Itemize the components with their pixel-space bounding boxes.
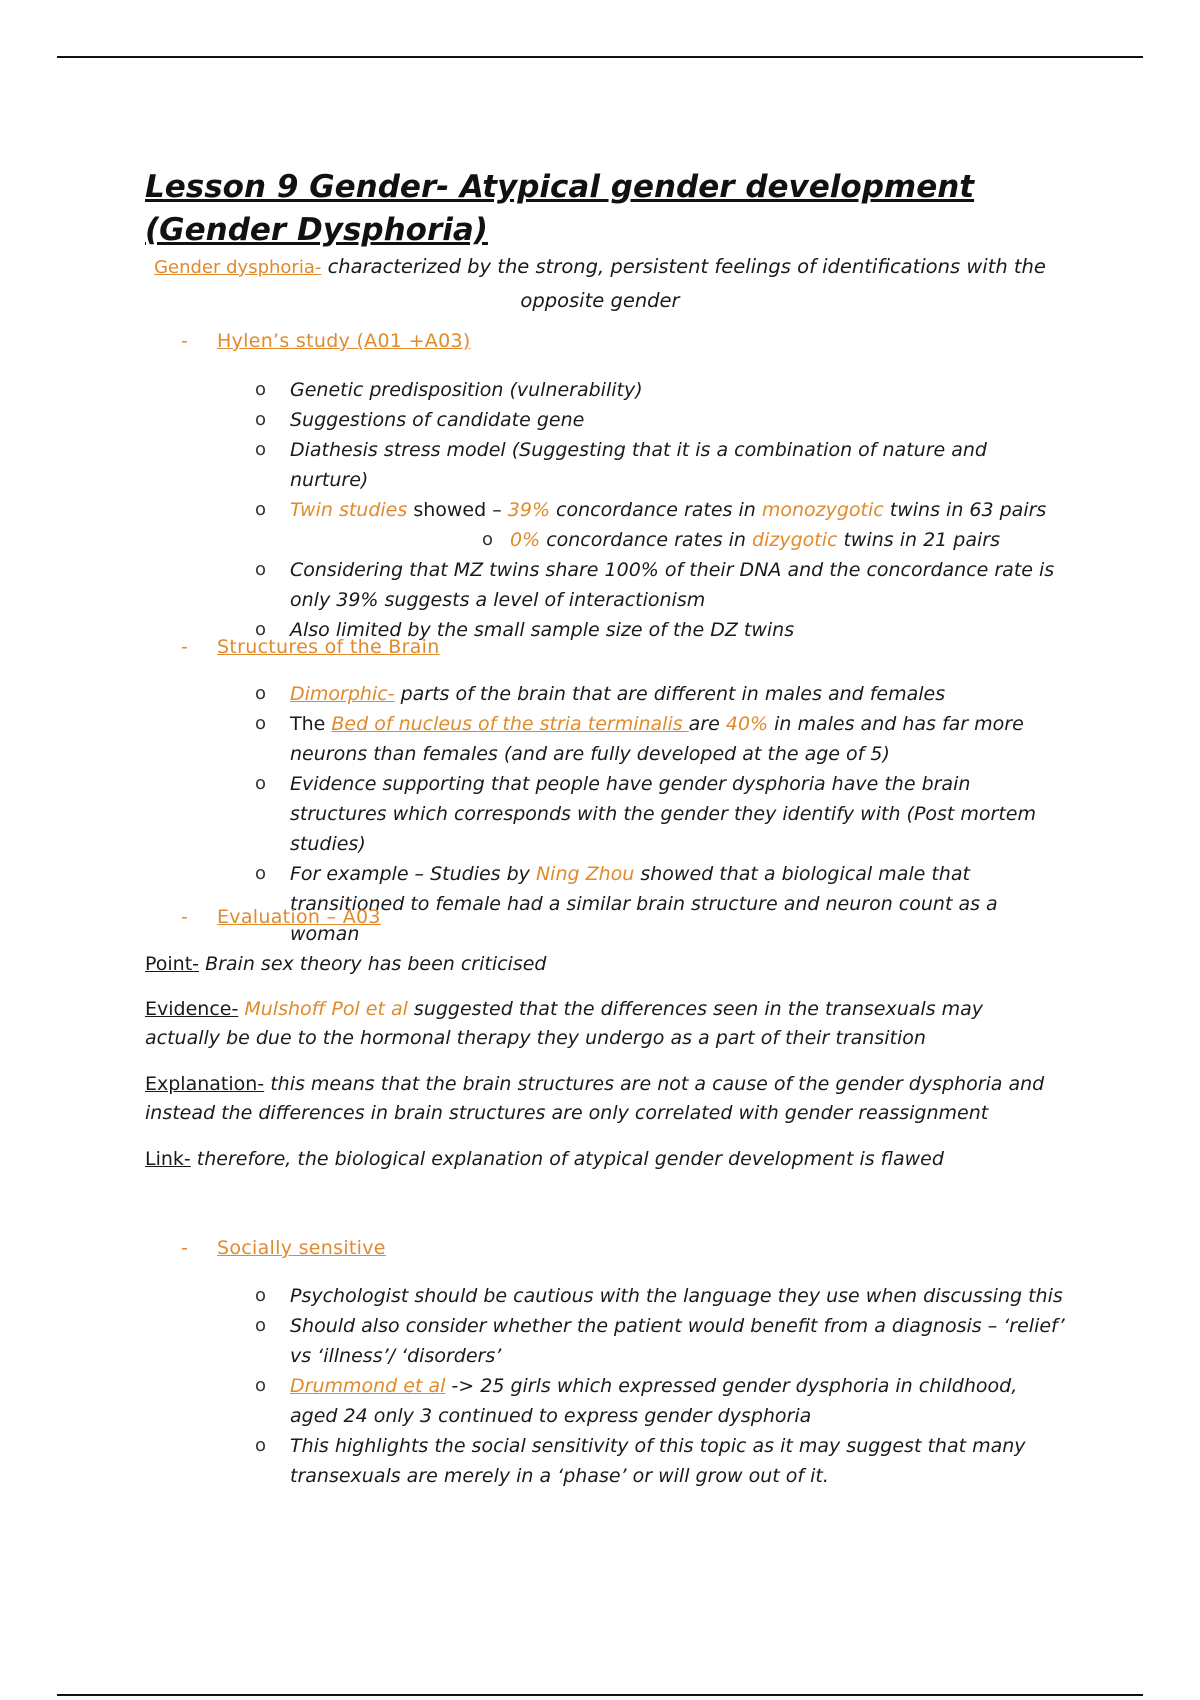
list-item: o Suggestions of candidate gene <box>250 405 1070 435</box>
top-rule <box>57 56 1143 58</box>
hylen-list <box>250 375 1070 645</box>
circle-bullet-icon: o <box>255 773 267 794</box>
list-item: o Psychologist should be cautious with the language they use when discussing this <box>250 1281 1070 1311</box>
list-item: o This highlights the social sensitivity of this topic as it may suggest that many transexuals are merely in a ‘phase’ or will grow out of it. <box>250 1431 1070 1491</box>
section-heading-social: - Socially sensitive <box>181 1237 386 1259</box>
circle-bullet-icon: o <box>255 499 267 520</box>
circle-bullet-icon: o <box>255 559 267 580</box>
page-title: Lesson 9 Gender- Atypical gender development (Gender Dysphoria) <box>145 169 975 248</box>
circle-bullet-icon: o <box>255 619 267 640</box>
list-item-bed-nucleus: o The Bed of nucleus of the stria terminalis are 40% in males and has far more neurons than females (and are fully developed at the age of 5) <box>250 709 1070 769</box>
circle-bullet-icon: o <box>255 379 267 400</box>
social-list <box>250 1281 1070 1491</box>
list-item: o Genetic predisposition (vulnerability) <box>250 375 1070 405</box>
circle-bullet-icon: o <box>255 1315 267 1336</box>
circle-bullet-icon: o <box>255 1285 267 1306</box>
eval-point: Point- Brain sex theory has been criticised <box>145 953 547 975</box>
term-gender-dysphoria: Gender dysphoria- <box>154 257 322 278</box>
definition-text: characterized by the strong, persistent feelings of identifications with the opposite gender <box>321 255 1046 312</box>
circle-bullet-icon: o <box>255 439 267 460</box>
circle-bullet-icon: o <box>255 863 267 884</box>
circle-bullet-icon: o <box>255 1375 267 1396</box>
bottom-rule <box>57 1694 1143 1696</box>
list-item: o Diathesis stress model (Suggesting that it is a combination of nature and nurture) <box>250 435 1070 495</box>
list-item-dimorphic: o Dimorphic- parts of the brain that are different in males and females <box>250 679 1070 709</box>
circle-bullet-icon: o <box>482 529 494 550</box>
list-item: o Also limited by the small sample size of the DZ twins <box>250 615 1070 645</box>
circle-bullet-icon: o <box>255 409 267 430</box>
list-item-ning-zhou: o For example – Studies by Ning Zhou showed that a biological male that transitioned to female had a similar brain structure and neuron count as a woman <box>250 859 1070 949</box>
circle-bullet-icon: o <box>255 713 267 734</box>
list-item: o Evidence supporting that people have gender dysphoria have the brain structures which corresponds with the gender they identify with (Post mortem studies) <box>250 769 1070 859</box>
list-item-twin-studies: o Twin studies showed – 39% concordance rates in monozygotic twins in 63 pairs o 0% concordance rates in dizygotic twins in 21 pairs <box>250 495 1070 555</box>
list-item: o Should also consider whether the patient would benefit from a diagnosis – ‘relief’ vs ‘illness’/ ‘disorders’ <box>250 1311 1070 1371</box>
sub-item-dizygotic: o 0% concordance rates in dizygotic twins in 21 pairs <box>290 525 1070 555</box>
section-heading-evaluation: - Evaluation – A03 <box>181 906 381 928</box>
section-heading-hylen: - Hylen’s study (A01 +A03) <box>181 330 471 352</box>
section-heading-brain: - Structures of the Brain <box>181 636 440 658</box>
circle-bullet-icon: o <box>255 1435 267 1456</box>
intro-definition <box>150 250 1050 317</box>
eval-explanation: Explanation- this means that the brain structures are not a cause of the gender dysphoria and instead the differences in brain structures are only correlated with gender reassignment <box>145 1073 1045 1124</box>
list-item-drummond: o Drummond et al -> 25 girls which expressed gender dysphoria in childhood, aged 24 only 3 continued to express gender dysphoria <box>250 1371 1070 1431</box>
list-item: o Considering that MZ twins share 100% of their DNA and the concordance rate is only 39% suggests a level of interactionism <box>250 555 1070 615</box>
eval-link: Link- therefore, the biological explanation of atypical gender development is flawed <box>145 1148 944 1170</box>
eval-evidence: Evidence- Mulshoff Pol et al suggested that the differences seen in the transexuals may actually be due to the hormonal therapy they undergo as a part of their transition <box>145 998 984 1049</box>
circle-bullet-icon: o <box>255 683 267 704</box>
